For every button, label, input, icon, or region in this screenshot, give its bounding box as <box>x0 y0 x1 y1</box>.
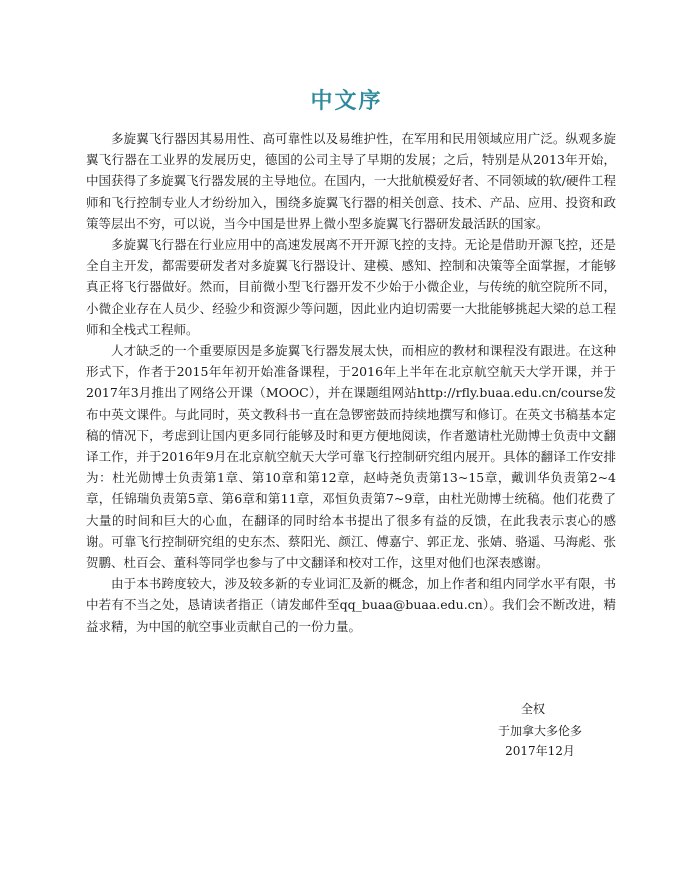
signature-date: 2017年12月 <box>505 744 575 758</box>
preface-body <box>86 128 616 637</box>
paragraph-3: 人才缺乏的一个重要原因是多旋翼飞行器发展太快，而相应的教材和课程没有跟进。在这种形式下，作者于2015年年初开始准备课程，于2016年上半年在北京航空航天大学开课，并于2017年3月推出了网络公开课（MOOC），并在课题组网站http://rfly.buaa.edu.cn/course发布中英文课件。与此同时，英文教科书一直在急锣密鼓而持续地撰写和修订。在英文书稿基本定稿的情况下，考虑到让国内更多同行能够及时和更方便地阅读，作者邀请杜光勋博士负责中文翻译工作，并于2016年9月在北京航空航天大学可靠飞行控制研究组内展开。具体的翻译工作安排为：杜光勋博士负责第1章、第10章和第12章，赵峙尧负责第13~15章，戴训华负责第2~4章，任锦瑞负责第5章、第6章和第11章，邓恒负责第7~9章，由杜光勋博士统稿。他们花费了大量的时间和巨大的心血，在翻译的同时给本书提出了很多有益的反馈，在此我表示衷心的感谢。可靠飞行控制研究组的史东杰、蔡阳光、颜江、傅嘉宁、郭正龙、张婧、骆遥、马海彪、张贺鹏、杜百会、董科等同学也参与了中文翻译和校对工作，这里对他们也深表感谢。 <box>86 343 616 571</box>
paragraph-4: 由于本书跨度较大，涉及较多新的专业词汇及新的概念，加上作者和组内同学水平有限，书中若有不当之处，恳请读者指正（请发邮件至qq_buaa@buaa.edu.cn）。我们会不断改进，精益求精，为中国的航空事业贡献自己的一份力量。 <box>86 576 616 634</box>
signature-place: 于加拿大多伦多 <box>497 724 582 738</box>
signature-name: 全权 <box>520 702 545 716</box>
paragraph-2: 多旋翼飞行器在行业应用中的高速发展离不开开源飞控的支持。无论是借助开源飞控，还是全自主开发，都需要研发者对多旋翼飞行器设计、建模、感知、控制和决策等全面掌握，才能够真正将飞行器做好。然而，目前微小型飞行器开发不少始于小微企业，与传统的航空院所不同，小微企业存在人员少、经验少和资源少等问题，因此业内迫切需要一大批能够挑起大梁的总工程师和全栈式工程师。 <box>86 237 616 337</box>
page-title: 中文序 <box>310 89 383 114</box>
paragraph-1: 多旋翼飞行器因其易用性、高可靠性以及易维护性，在军用和民用领域应用广泛。纵观多旋翼飞行器在工业界的发展历史，德国的公司主导了早期的发展；之后，特别是从2013年开始，中国获得了多旋翼飞行器发展的主导地位。在国内，一大批航模爱好者、不同领域的软/硬件工程师和飞行控制专业人才纷纷加入，围绕多旋翼飞行器的相关创意、技术、产品、应用、投资和政策等层出不穷，可以说，当今中国是世界上微小型多旋翼飞行器研发最活跃的国家。 <box>86 131 616 231</box>
